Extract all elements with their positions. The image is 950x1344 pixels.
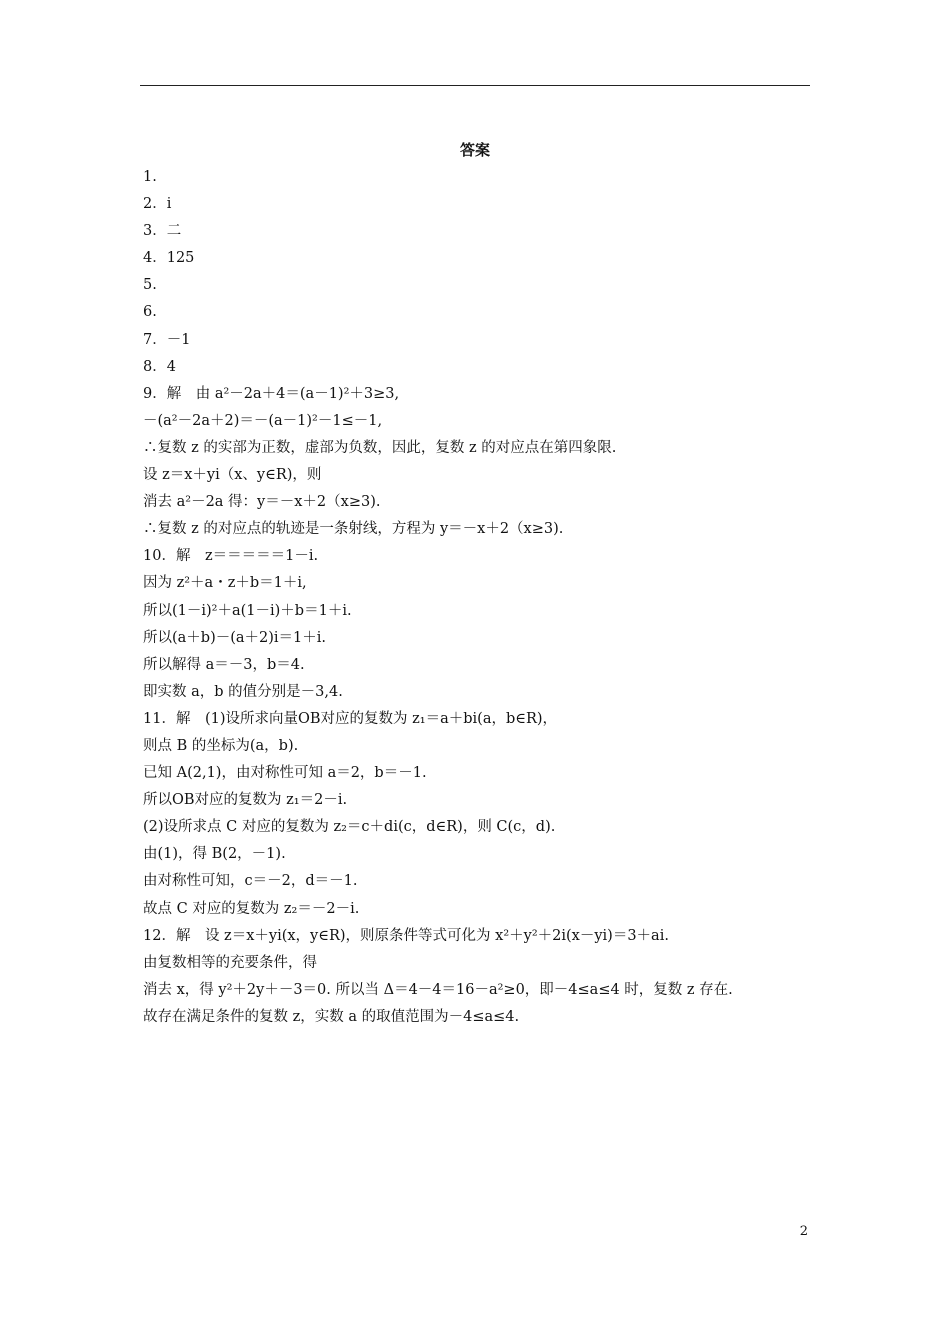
answer-line: 因为 z²＋a・z＋b＝1＋i, <box>143 575 307 592</box>
answer-line: 由复数相等的充要条件，得 <box>143 954 317 971</box>
answer-line: 9．解 由 a²－2a＋4＝(a－1)²＋3≥3, <box>143 385 400 402</box>
header-rule <box>140 85 810 86</box>
answer-line: 7．－1 <box>143 331 191 348</box>
answer-line: 已知 A(2,1)，由对称性可知 a＝2，b＝－1. <box>143 765 427 782</box>
answer-line: 则点 B 的坐标为(a，b). <box>143 737 299 754</box>
answer-line: 8．4 <box>143 358 176 375</box>
answer-line: 由(1)，得 B(2，－1). <box>143 846 286 863</box>
page-title: 答案 <box>459 141 490 159</box>
answer-line: 所以(1－i)²＋a(1－i)＋b＝1＋i. <box>143 602 352 619</box>
answer-line: 3．二 <box>143 223 182 240</box>
answer-line: 1. <box>143 169 157 185</box>
answer-line: 5. <box>143 277 157 294</box>
answer-line: 所以OB对应的复数为 z₁＝2－i. <box>143 792 348 809</box>
answer-line: 消去 x，得 y²＋2y＋－3＝0. 所以当 Δ＝4－4＝16－a²≥0，即－4≤a≤4 时，复数 z 存在. <box>143 981 733 998</box>
answer-line: 12．解 设 z＝x＋yi(x，y∈R)，则原条件等式可化为 x²＋y²＋2i(x－yi)＝3＋ai. <box>143 927 669 944</box>
answer-line: 所以(a＋b)－(a＋2)i＝1＋i. <box>143 629 327 646</box>
answer-line: －(a²－2a＋2)＝－(a－1)²－1≤－1, <box>143 412 383 429</box>
answer-line: 故点 C 对应的复数为 z₂＝－2－i. <box>143 900 360 917</box>
answer-line: 故存在满足条件的复数 z，实数 a 的取值范围为－4≤a≤4. <box>143 1008 520 1025</box>
answer-line: 6. <box>143 304 157 321</box>
page-number: 2 <box>799 1224 808 1239</box>
answer-line: (2)设所求点 C 对应的复数为 z₂＝c＋di(c，d∈R)，则 C(c，d). <box>143 819 556 836</box>
answer-line: 由对称性可知，c＝－2，d＝－1. <box>143 873 358 890</box>
answer-line: ∴复数 z 的实部为正数，虚部为负数，因此，复数 z 的对应点在第四象限. <box>143 439 617 456</box>
answer-line: 10．解 z＝＝＝＝＝1－i. <box>143 548 319 565</box>
answer-line: ∴复数 z 的对应点的轨迹是一条射线，方程为 y＝－x＋2（x≥3). <box>143 521 564 538</box>
answer-line: 设 z＝x＋yi（x、y∈R)，则 <box>143 467 322 484</box>
answer-line: 2．i <box>143 196 172 213</box>
answer-line: 所以解得 a＝－3，b＝4. <box>143 656 305 673</box>
answer-line: 即实数 a，b 的值分别是－3,4. <box>143 683 343 700</box>
answer-body <box>143 164 813 1031</box>
answer-line: 11．解 (1)设所求向量OB对应的复数为 z₁＝a＋bi(a，b∈R)， <box>143 710 558 727</box>
answer-line: 4．125 <box>143 250 195 267</box>
answer-line: 消去 a²－2a 得：y＝－x＋2（x≥3). <box>143 494 381 511</box>
